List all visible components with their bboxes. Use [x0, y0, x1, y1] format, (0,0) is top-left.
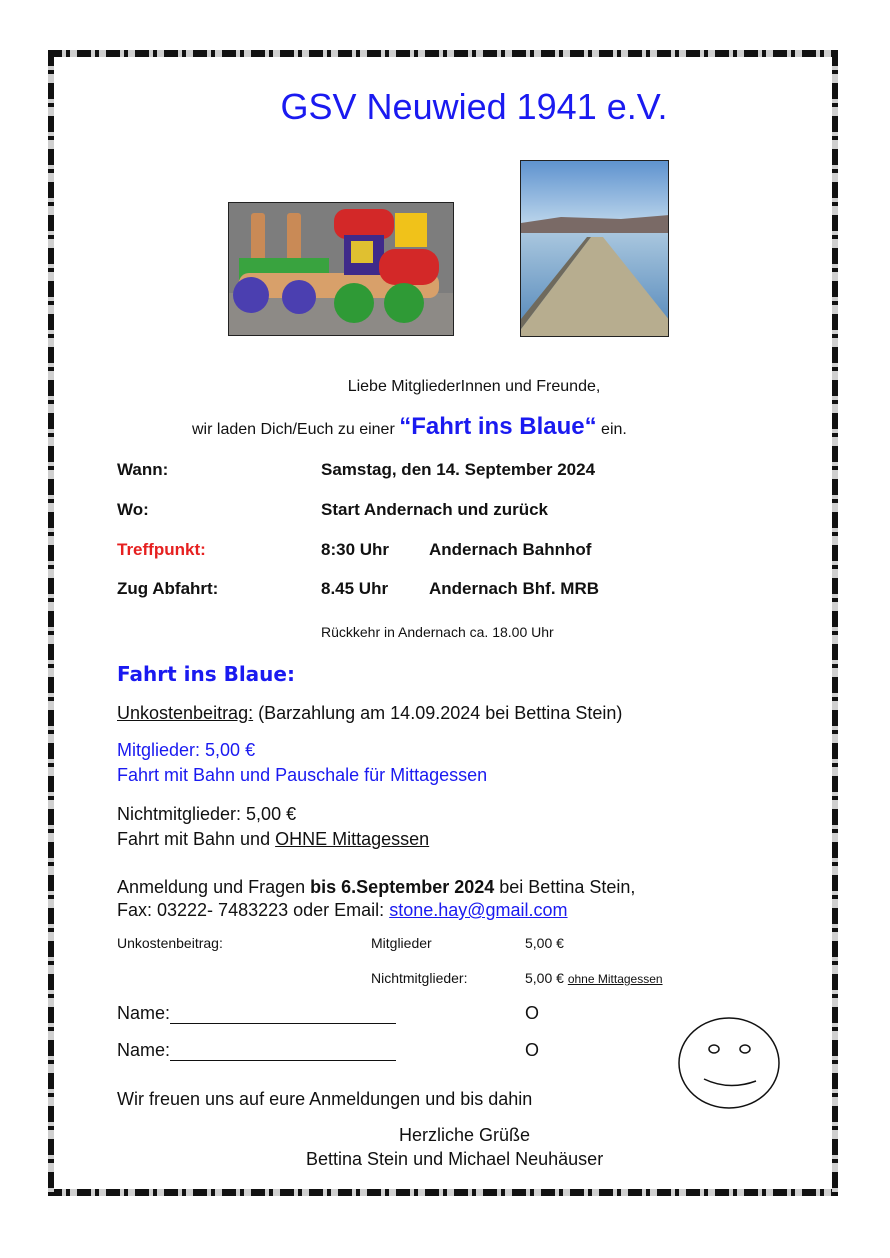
cost-label: Unkostenbeitrag:	[117, 703, 254, 723]
regards: Herzliche Grüße	[399, 1125, 531, 1145]
name-row-2	[117, 1040, 396, 1061]
section-title: Fahrt ins Blaue:	[117, 662, 295, 686]
checkbox-1[interactable]: O	[525, 1003, 540, 1023]
form-group-nonmembers: Nichtmitglieder:	[371, 970, 468, 986]
payment-note: (Barzahlung am 14.09.2024 bei Bettina Stein)	[258, 703, 623, 723]
form-nonmembers-note: ohne Mittagessen	[567, 972, 663, 986]
checkbox-2[interactable]: O	[525, 1040, 540, 1060]
contact-line	[117, 900, 568, 921]
name-field-2[interactable]	[170, 1043, 396, 1061]
nonmembers-description	[117, 829, 429, 850]
club-title: GSV Neuwied 1941 e.V.	[280, 86, 668, 127]
registration-deadline: bis 6.September 2024	[310, 877, 495, 897]
closing-text: Wir freuen uns auf eure Anmeldungen und bis dahin	[117, 1089, 533, 1109]
nonmembers-desc-prefix: Fahrt mit Bahn und	[117, 829, 271, 849]
value-departure-time: 8.45 Uhr	[321, 579, 389, 598]
border-top	[48, 50, 838, 57]
value-when: Samstag, den 14. September 2024	[321, 460, 596, 479]
name-row-1	[117, 1003, 396, 1024]
border-right	[832, 50, 838, 1196]
wooden-toy-train-photo	[228, 202, 454, 336]
form-price-members: 5,00 €	[525, 935, 564, 951]
invitation-line	[192, 413, 627, 441]
label-where: Wo:	[117, 500, 149, 519]
members-description: Fahrt mit Bahn und Pauschale für Mittagessen	[117, 765, 488, 785]
label-meeting-point: Treffpunkt:	[117, 540, 206, 559]
registration-suffix: bei Bettina Stein,	[499, 877, 636, 897]
cost-line	[117, 703, 622, 724]
pier-lake-photo	[520, 160, 669, 337]
name-field-1[interactable]	[170, 1006, 396, 1024]
form-group-members: Mitglieder	[371, 935, 432, 951]
smiley-face-icon	[676, 1015, 782, 1111]
form-price-nonmembers-value: 5,00 €	[525, 970, 564, 986]
registration-line	[117, 877, 635, 898]
invitation-prefix: wir laden Dich/Euch zu einer	[192, 421, 395, 438]
name-label: Name:	[117, 1040, 171, 1060]
label-train-departure: Zug Abfahrt:	[117, 579, 219, 598]
form-cost-label: Unkostenbeitrag:	[117, 935, 223, 951]
label-when: Wann:	[117, 460, 169, 479]
members-price: Mitglieder: 5,00 €	[117, 740, 256, 760]
border-left	[48, 50, 54, 1196]
form-price-nonmembers	[525, 970, 663, 986]
trip-name-highlight: “Fahrt ins Blaue“	[399, 413, 597, 440]
border-bottom	[48, 1189, 838, 1196]
value-meeting-place: Andernach Bahnhof	[429, 540, 592, 559]
signature: Bettina Stein und Michael Neuhäuser	[306, 1149, 604, 1169]
invitation-suffix: ein.	[601, 421, 627, 438]
nonmembers-desc-underlined: OHNE Mittagessen	[275, 829, 430, 849]
greeting: Liebe MitgliederInnen und Freunde,	[347, 378, 601, 395]
email-link[interactable]: stone.hay@gmail.com	[389, 900, 568, 920]
value-departure-station: Andernach Bhf. MRB	[429, 579, 599, 598]
nonmembers-price: Nichtmitglieder: 5,00 €	[117, 804, 297, 824]
registration-prefix: Anmeldung und Fragen	[117, 877, 306, 897]
value-where: Start Andernach und zurück	[321, 500, 549, 519]
return-note: Rückkehr in Andernach ca. 18.00 Uhr	[321, 624, 554, 640]
name-label: Name:	[117, 1003, 171, 1023]
value-meeting-time: 8:30 Uhr	[321, 540, 390, 559]
contact-prefix: Fax: 03222- 7483223 oder Email:	[117, 900, 385, 920]
